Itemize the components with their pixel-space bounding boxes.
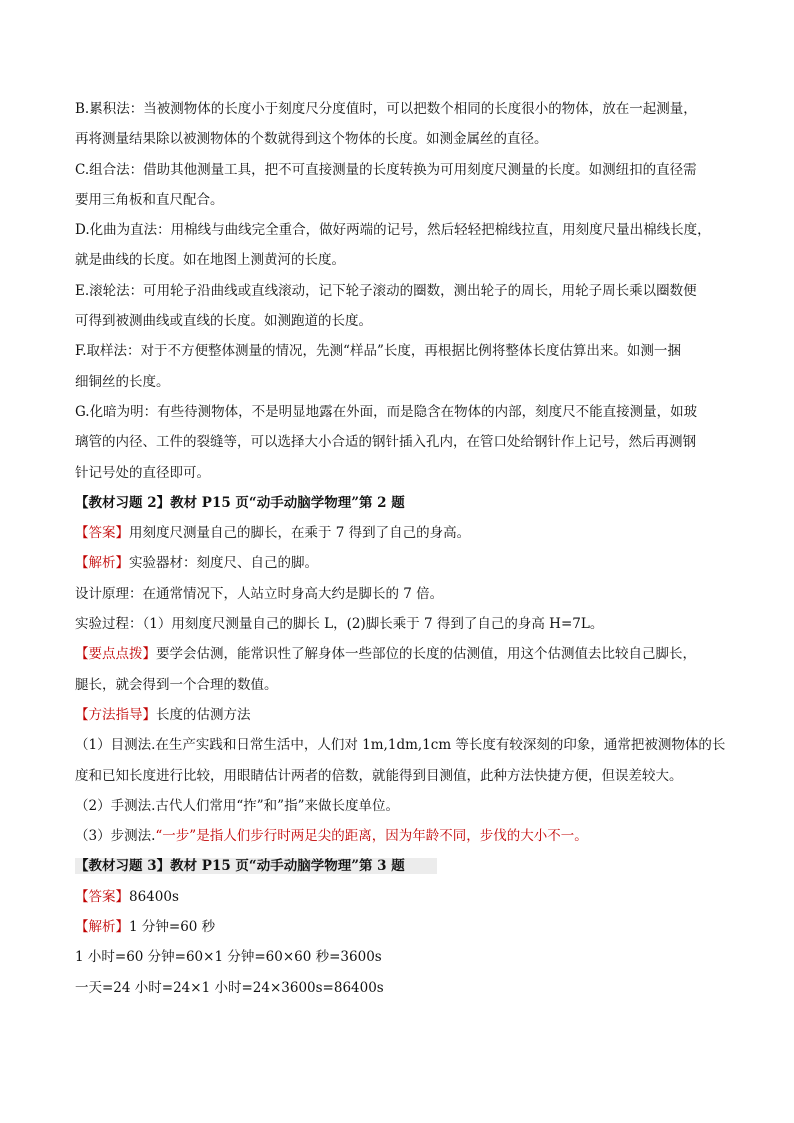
method-b-line-1: B.累积法：当被测物体的长度小于刻度尺分度值时，可以把数个相同的长度很小的物体，放在一起测量，	[75, 101, 697, 117]
method-guide	[75, 700, 735, 730]
guide-item-1-line-2: 度和已知长度进行比较，用眼睛估计两者的倍数，就能得到目测值，此种方法快捷方便，但误差较大。	[75, 767, 683, 784]
analysis-tag: 【解析】	[75, 555, 129, 572]
guide-item-3	[75, 821, 735, 851]
exercise-2-title: 【教材习题 2】教材 P15 页“动手动脑学物理”第 2 题	[75, 494, 405, 511]
experiment-process: 实验过程：（1）用刻度尺测量自己的脚长 L，(2)脚长乘于 7 得到了自己的身高 H=7L。	[75, 616, 604, 633]
key-points-text: 要学会估测，能常识性了解身体一些部位的长度的估测值，用这个估测值去比较自己脚长，	[156, 646, 696, 663]
method-c-line-1: C.组合法：借助其他测量工具，把不可直接测量的长度转换为可用刻度尺测量的长度。如测纽扣的直径需	[75, 161, 697, 178]
guide-item-1-line-1: （1）目测法.在生产实践和日常生活中，人们对 1m,1dm,1cm 等长度有较深刻的印象，通常把被测物体的长	[75, 737, 726, 754]
analysis-text: 实验器材：刻度尺、自己的脚。	[129, 555, 318, 572]
method-b-line-2: 再将测量结果除以被测物体的个数就得到这个物体的长度。如测金属丝的直径。	[75, 131, 548, 148]
calc-line-day: 一天=24 小时=24×1 小时=24×3600s=86400s	[75, 979, 384, 996]
exercise-2-answer	[75, 518, 735, 548]
exercise-2-analysis	[75, 548, 735, 578]
key-points-line-1	[75, 639, 735, 669]
guide-item-3-label: （3）步测法.	[75, 828, 156, 845]
method-g-line-2: 璃管的内径、工件的裂缝等，可以选择大小合适的钢针插入孔内，在管口处给钢针作上记号，然后再测钢	[75, 434, 696, 451]
document-page	[75, 94, 735, 1003]
method-guide-text: 长度的估测方法	[156, 706, 251, 723]
exercise-3-answer	[75, 882, 735, 912]
method-d-line-2: 就是曲线的长度。如在地图上测黄河的长度。	[75, 252, 345, 269]
answer-tag: 【答案】	[75, 525, 129, 542]
exercise-3-title-text: 【教材习题 3】教材 P15 页“动手动脑学物理”第 3 题	[75, 858, 437, 874]
exercise-3-analysis	[75, 912, 735, 942]
answer-tag: 【答案】	[75, 888, 129, 905]
method-g-line-3: 针记号处的直径即可。	[75, 464, 210, 481]
calc-line-hour: 1 小时=60 分钟=60×1 分钟=60×60 秒=3600s	[75, 949, 382, 966]
answer-text: 86400s	[129, 888, 179, 905]
method-e-line-2: 可得到被测曲线或直线的长度。如测跑道的长度。	[75, 313, 372, 330]
analysis-tag: 【解析】	[75, 919, 129, 936]
key-points-line-2: 腿长，就会得到一个合理的数值。	[75, 676, 278, 693]
method-e-line-1: E.滚轮法：可用轮子沿曲线或直线滚动，记下轮子滚动的圈数，测出轮子的周长，用轮子周长乘以圈数便	[75, 282, 697, 299]
key-points-tag: 【要点点拨】	[75, 646, 156, 663]
exercise-3-title	[75, 851, 735, 881]
method-d-line-1: D.化曲为直法：用棉线与曲线完全重合，做好两端的记号，然后轻轻把棉线拉直，用刻度尺量出棉线长度，	[75, 222, 711, 239]
method-f-line-1: F.取样法：对于不方便整体测量的情况，先测“样品”长度，再根据比例将整体长度估算出来。如测一捆	[75, 343, 681, 360]
guide-item-2: （2）手测法.古代人们常用“拃”和”指”来做长度单位。	[75, 797, 399, 814]
answer-text: 用刻度尺测量自己的脚长，在乘于 7 得到了自己的身高。	[129, 525, 471, 542]
method-c-line-2: 要用三角板和直尺配合。	[75, 191, 224, 208]
method-f-line-2: 细铜丝的长度。	[75, 373, 170, 390]
design-principle: 设计原理：在通常情况下，人站立时身高大约是脚长的 7 倍。	[75, 585, 444, 602]
method-guide-tag: 【方法指导】	[75, 706, 156, 723]
guide-item-3-text: “一步”是指人们步行时两足尖的距离，因为年龄不同，步伐的大小不一。	[155, 828, 588, 845]
method-g-line-1: G.化暗为明：有些待测物体，不是明显地露在外面，而是隐含在物体的内部，刻度尺不能直接测量，如玻	[75, 403, 698, 420]
analysis-text: 1 分钟=60 秒	[129, 919, 216, 936]
